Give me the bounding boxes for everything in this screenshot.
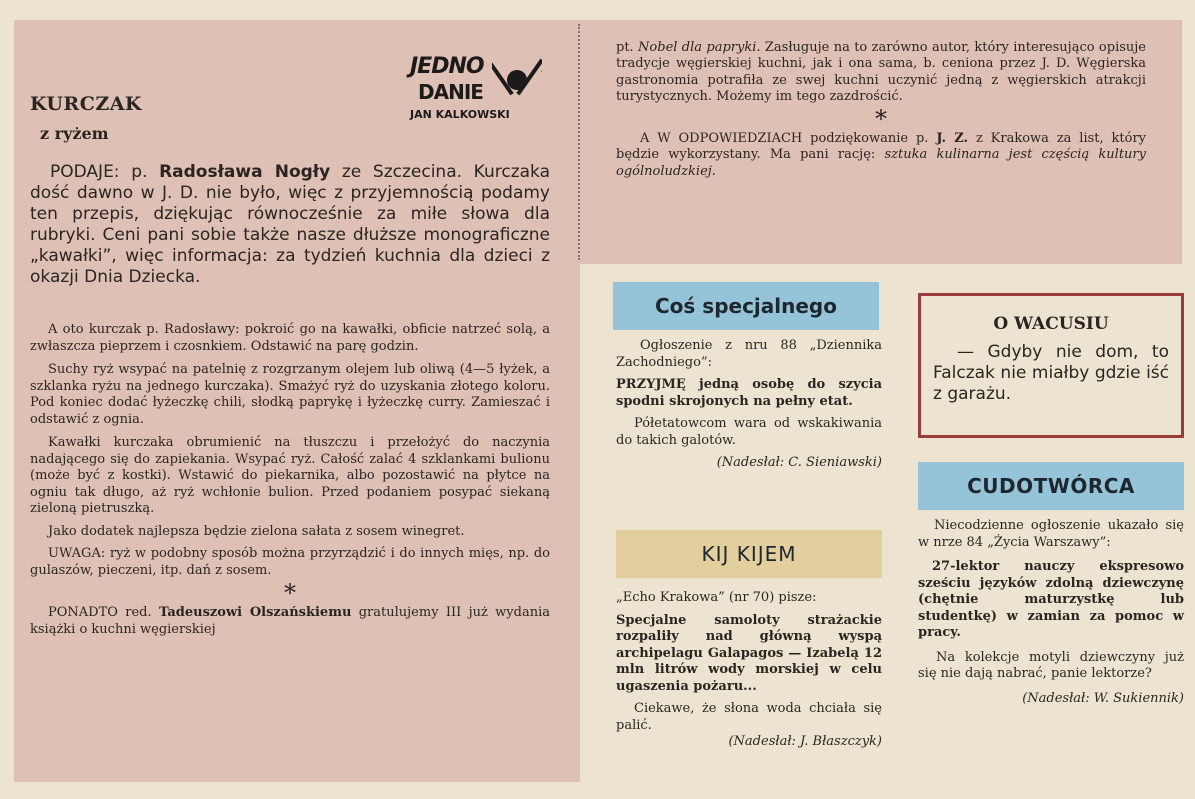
cos-specjalnego-heading: Coś specjalnego — [613, 282, 879, 330]
logo-text-jedno: JEDNO — [410, 54, 484, 79]
recipe-step-3: Kawałki kurczaka obrumienić na tłuszczu i przełożyć do naczynia nadającego się do zapiekania. Wsypać ryż. Całość zalać 4 szklankami bulionu (może być z kostki). Wstawić do piekarnika, albo pozostawić na płytce na ogniu tak długo, aż ryż wchłonie bulion. Przed podaniem posypać siekaną zieloną pietruszką. — [30, 435, 550, 516]
logo-author: JAN KALKOWSKI — [410, 108, 510, 121]
recipe-subtitle: z ryżem — [40, 124, 109, 143]
kij-p3: Ciekawe, że słona woda chciała się palić. — [616, 701, 882, 733]
cudo-p1: Niecodzienne ogłoszenie ukazało się w nrze 84 „Życia Warszawy”: — [918, 518, 1184, 550]
cudo-ad: 27-lektor nauczy ekspresowo sześciu języków zdolną dziewczynę (chętnie maturzystkę lub studentkę) w zamian za pomoc w pracy. — [918, 559, 1184, 640]
cos-signature: (Nadesłał: C. Sieniawski) — [716, 455, 882, 470]
answers-quote: sztuka kulinarna jest częścią kultury ogólnoludzkiej. — [616, 147, 1146, 179]
kij-kijem-heading: KIJ KIJEM — [616, 530, 882, 578]
intro-lead: PODAJE: p. — [50, 162, 160, 182]
cos-p1: Ogłoszenie z nru 88 „Dziennika Zachodniego”: — [616, 338, 882, 370]
cos-p3: Półetatowcom wara od wskakiwania do takich galotów. — [616, 416, 882, 448]
recipe-step-2: Suchy ryż wsypać na patelnię z rozgrzanym olejem lub oliwą (4—5 łyżek, a szklanka ryżu na jednego kurczaka). Smażyć ryż do uzyskania złotego koloru. Pod koniec dodać łyżeczkę chili, słodką paprykę i łyżeczkę curry. Zamieszać i odstawić z ognia. — [30, 362, 550, 427]
answers-lead: A W ODPOWIEDZIACH podziękowanie p. — [640, 131, 937, 147]
cos-ad: PRZYJMĘ jedną osobę do szycia spodni skrojonych na pełny etat. — [616, 377, 882, 409]
cos-specjalnego-text — [616, 338, 882, 472]
star-divider-2: * — [875, 105, 887, 134]
kij-signature: (Nadesłał: J. Błaszczyk) — [728, 734, 882, 749]
kij-quote: Specjalne samoloty strażackie rozpaliły nad główną wyspą archipelagu Galapagos — Izabelą 12 mln litrów wody morskiej w celu ugaszenia pożaru... — [616, 612, 882, 694]
recipe-tip: Jako dodatek najlepsza będzie zielona sałata z sosem winegret. — [48, 523, 465, 539]
cudotworca-text — [918, 518, 1184, 707]
recipe-title: KURCZAK — [30, 93, 142, 115]
cudo-signature: (Nadesłał: W. Sukiennik) — [1022, 690, 1184, 706]
dotted-divider — [578, 24, 580, 260]
intro-rest: ze Szczecina. Kurczaka dość dawno w J. D. nie było, więc z przyjemnością podamy ten przepis, dziękując równocześnie za miłe słowa dla rubryki. Ceni pani sobie także nasze dłuższe monograficzne „kawałki”, więc informacja: za tydzień kuchnia dla dzieci z okazji Dnia Dziecka. — [30, 162, 551, 287]
congrats-rest: gratulujemy III już wydania książki o kuchni węgierskiej — [30, 605, 550, 637]
congrats-lead: PONADTO red. — [48, 605, 159, 620]
kij-kijem-text — [616, 590, 882, 751]
cudotworca-heading: CUDOTWÓRCA — [918, 462, 1184, 510]
cudo-p3: Na kolekcje motyli dziewczyny już się nie dają nabrać, panie lektorze? — [918, 649, 1184, 681]
congrats-text — [30, 605, 550, 638]
nobel-paragraph — [616, 40, 1146, 105]
right-top-text — [616, 40, 1146, 180]
logo-text-danie: DANIE — [418, 80, 483, 104]
wacus-heading: O WACUSIU — [993, 314, 1109, 334]
recipe-step-1: A oto kurczak p. Radosławy: pokroić go na kawałki, obficie natrzeć solą, a zwłaszcza pieprzem i czosnkiem. Odstawić na parę godzin. — [30, 322, 550, 354]
fork-knife-icon — [492, 52, 542, 108]
recipe-body — [30, 322, 550, 638]
nobel-rest: Zasługuje na to zarówno autor, który interesująco opisuje tradycje węgierskiej kuchni, jak i ona sama, b. ceniona przez J. D. Węgierska gastronomia potrafiła ze swej kuchni uczynić jedną z węgierskich atrakcji turystycznych. Możemy im tego zazdrościć. — [616, 40, 1146, 104]
congrats-name: Tadeuszowi Olszańskiemu — [158, 605, 352, 620]
nobel-lead: pt. — [616, 40, 639, 55]
wacus-text: — Gdyby nie dom, to Falczak nie miałby gdzie iść z garażu. — [933, 342, 1169, 404]
answers-name: J. Z. — [936, 131, 969, 147]
kij-p1: „Echo Krakowa” (nr 70) pisze: — [616, 590, 817, 605]
recipe-note: UWAGA: ryż w podobny sposób można przyrządzić i do innych mięs, np. do gulaszów, pieczeni, itp. dań z sosem. — [30, 546, 550, 578]
answers-paragraph — [616, 131, 1146, 180]
answers-mid: z Krakowa za list, który będzie wykorzystany. Ma pani rację: — [616, 131, 1147, 163]
jedno-danie-logo — [404, 52, 544, 124]
nobel-title: Nobel dla papryki. — [638, 40, 761, 55]
star-divider: * — [284, 579, 296, 607]
recipe-intro — [30, 162, 550, 288]
wacus-box — [918, 293, 1184, 438]
intro-author: Radosława Nogły — [159, 162, 331, 182]
